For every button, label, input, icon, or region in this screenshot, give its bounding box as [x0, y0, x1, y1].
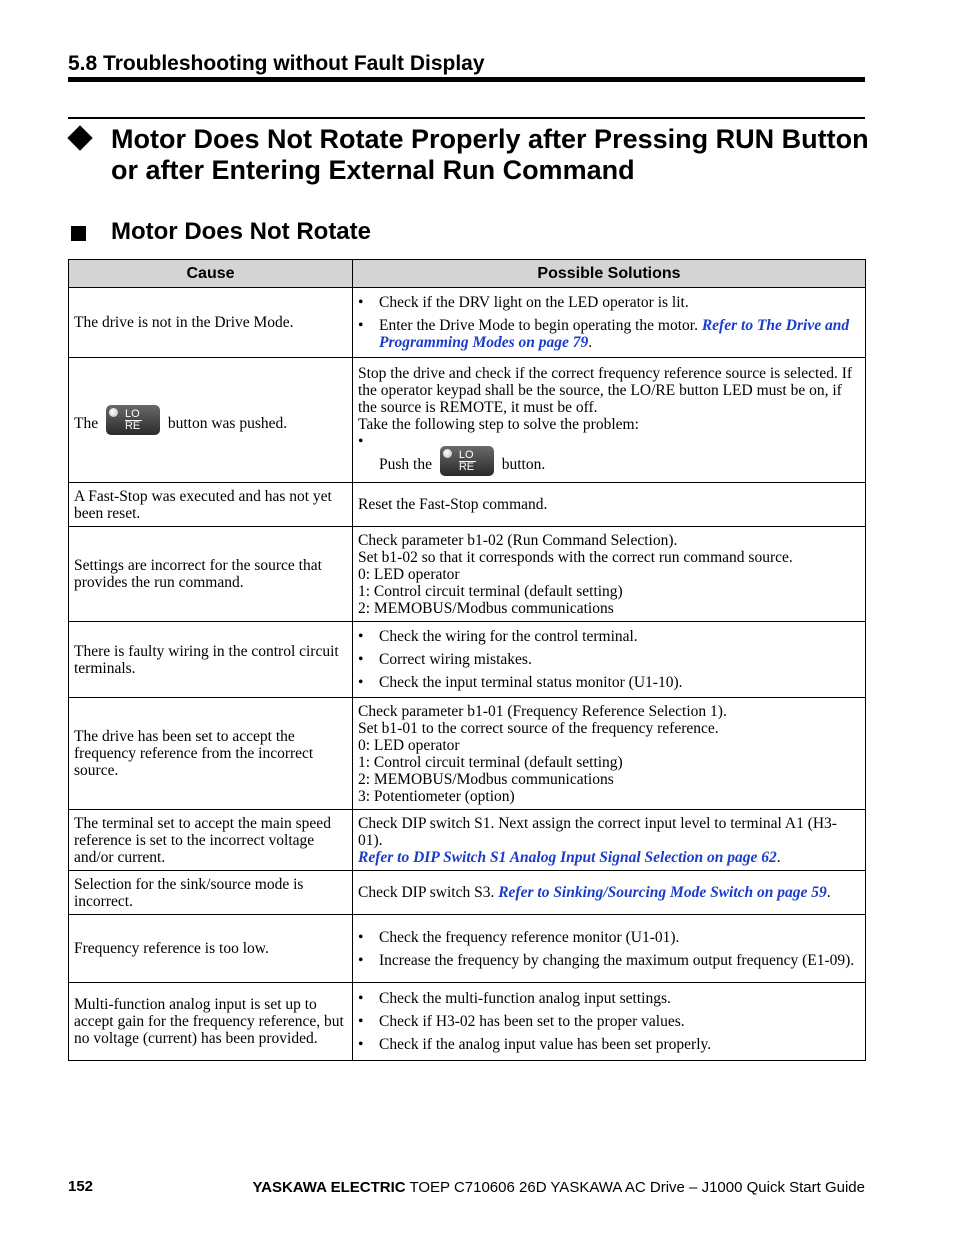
table-row — [69, 622, 866, 698]
solution-cell — [353, 698, 866, 810]
solution-line: Set b1-02 so that it corresponds with the correct run command source. — [358, 548, 793, 566]
cause-cell: The $\frac{LO}{RE}$ button was pushed. — [69, 358, 353, 483]
solution-cell: Check DIP switch S3. Refer to Sinking/Sourcing Mode Switch on page 59. — [353, 871, 866, 915]
section-header: 5.8 Troubleshooting without Fault Display — [68, 52, 485, 75]
footer-document-title: YASKAWA ELECTRIC TOEP C710606 26D YASKAWA AC Drive – J1000 Quick Start Guide — [252, 1179, 865, 1196]
cause-cell: Selection for the sink/source mode is incorrect. — [69, 871, 353, 915]
table-row — [69, 871, 866, 915]
solution-cell — [353, 358, 866, 483]
solution-bullet: • Check if H3-02 has been set to the proper values. — [358, 1013, 860, 1030]
cause-cell: A Fast-Stop was executed and has not yet been reset. — [69, 483, 353, 527]
solution-line: Set b1-01 to the correct source of the frequency reference. — [358, 719, 719, 737]
solution-bullet: • Enter the Drive Mode to begin operating the motor. Refer to The Drive and Programming Modes on page 79. — [358, 317, 860, 351]
table-row — [69, 810, 866, 871]
solution-line: 1: Control circuit terminal (default setting) — [358, 753, 623, 771]
cause-cell: Frequency reference is too low. — [69, 915, 353, 983]
solution-bullet: • Check if the DRV light on the LED operator is lit. — [358, 294, 860, 311]
solution-cell — [353, 527, 866, 622]
solution-text: Take the following step to solve the problem: — [358, 415, 639, 433]
table-row — [69, 915, 866, 983]
page-reference-link[interactable]: Refer to Sinking/Sourcing Mode Switch on page 59 — [498, 884, 827, 901]
troubleshooting-table — [68, 259, 866, 1061]
cause-cell: The drive has been set to accept the frequency reference from the incorrect source. — [69, 698, 353, 810]
solution-step: Push the $\frac{LO}{RE}$ button. — [358, 446, 860, 476]
page-reference-link[interactable]: Refer to DIP Switch S1 Analog Input Signal Selection on page 62 — [358, 848, 777, 866]
column-header-cause: Cause — [69, 260, 353, 288]
solution-line: 1: Control circuit terminal (default setting) — [358, 582, 623, 600]
table-row — [69, 288, 866, 358]
table-row — [69, 358, 866, 483]
page-title: Motor Does Not Rotate Properly after Pressing RUN Button or after Entering External Run Command — [111, 124, 869, 185]
solution-line: 2: MEMOBUS/Modbus communications — [358, 770, 614, 788]
table-row — [69, 527, 866, 622]
header-rule-thick — [68, 77, 865, 82]
solution-line: 3: Potentiometer (option) — [358, 787, 515, 805]
solution-cell — [353, 915, 866, 983]
solution-cell: Reset the Fast-Stop command. — [353, 483, 866, 527]
cause-cell: Settings are incorrect for the source that provides the run command. — [69, 527, 353, 622]
solution-text: Stop the drive and check if the correct frequency reference source is selected. If the operator keypad shall be the source, the LO/RE button LED must be on, if the source is REMOTE, it must be off. — [358, 364, 853, 416]
solution-cell — [353, 622, 866, 698]
cause-cell: There is faulty wiring in the control circuit terminals. — [69, 622, 353, 698]
solution-bullet: • Correct wiring mistakes. — [358, 651, 860, 668]
diamond-bullet-icon — [67, 125, 92, 150]
solution-line: 0: LED operator — [358, 565, 460, 583]
subsection-title: Motor Does Not Rotate — [111, 218, 371, 245]
solution-line: Refer to DIP Switch S1 Analog Input Signal Selection on page 62. — [358, 848, 781, 866]
cause-cell: The terminal set to accept the main speed reference is set to the incorrect voltage and/or current. — [69, 810, 353, 871]
solution-cell — [353, 288, 866, 358]
table-header-row — [69, 260, 866, 288]
page-reference-link[interactable]: Refer to The Drive and Programming Modes on page 79 — [379, 317, 850, 351]
solution-cell — [353, 983, 866, 1061]
column-header-solutions: Possible Solutions — [353, 260, 866, 288]
solution-bullet: • Check the wiring for the control terminal. — [358, 628, 860, 645]
table-row — [69, 698, 866, 810]
solution-line: 0: LED operator — [358, 736, 460, 754]
solution-cell — [353, 810, 866, 871]
solution-bullet: • Increase the frequency by changing the maximum output frequency (E1-09). — [358, 952, 860, 969]
solution-line: Check parameter b1-01 (Frequency Reference Selection 1). — [358, 702, 727, 720]
solution-line: Check parameter b1-02 (Run Command Selection). — [358, 531, 678, 549]
cause-cell: Multi-function analog input is set up to accept gain for the frequency reference, but no voltage (current) has been provided. — [69, 983, 353, 1061]
lo-re-key-icon: $\frac{LO}{RE}$ — [106, 405, 160, 435]
header-rule-thin — [68, 117, 865, 119]
solution-bullet: • Check the frequency reference monitor (U1-01). — [358, 929, 860, 946]
solution-line: 2: MEMOBUS/Modbus communications — [358, 599, 614, 617]
table-row — [69, 983, 866, 1061]
square-bullet-icon — [71, 226, 86, 241]
lo-re-key-icon: $\frac{LO}{RE}$ — [440, 446, 494, 476]
cause-cell: The drive is not in the Drive Mode. — [69, 288, 353, 358]
solution-bullet: • Check the multi-function analog input settings. — [358, 990, 860, 1007]
solution-bullet: • — [358, 432, 364, 450]
solution-line: Check DIP switch S1. Next assign the correct input level to terminal A1 (H3-01). — [358, 814, 837, 849]
solution-bullet: • Check the input terminal status monitor (U1-10). — [358, 674, 860, 691]
solution-bullet: • Check if the analog input value has been set properly. — [358, 1036, 860, 1053]
table-row — [69, 483, 866, 527]
page-number: 152 — [68, 1178, 94, 1195]
